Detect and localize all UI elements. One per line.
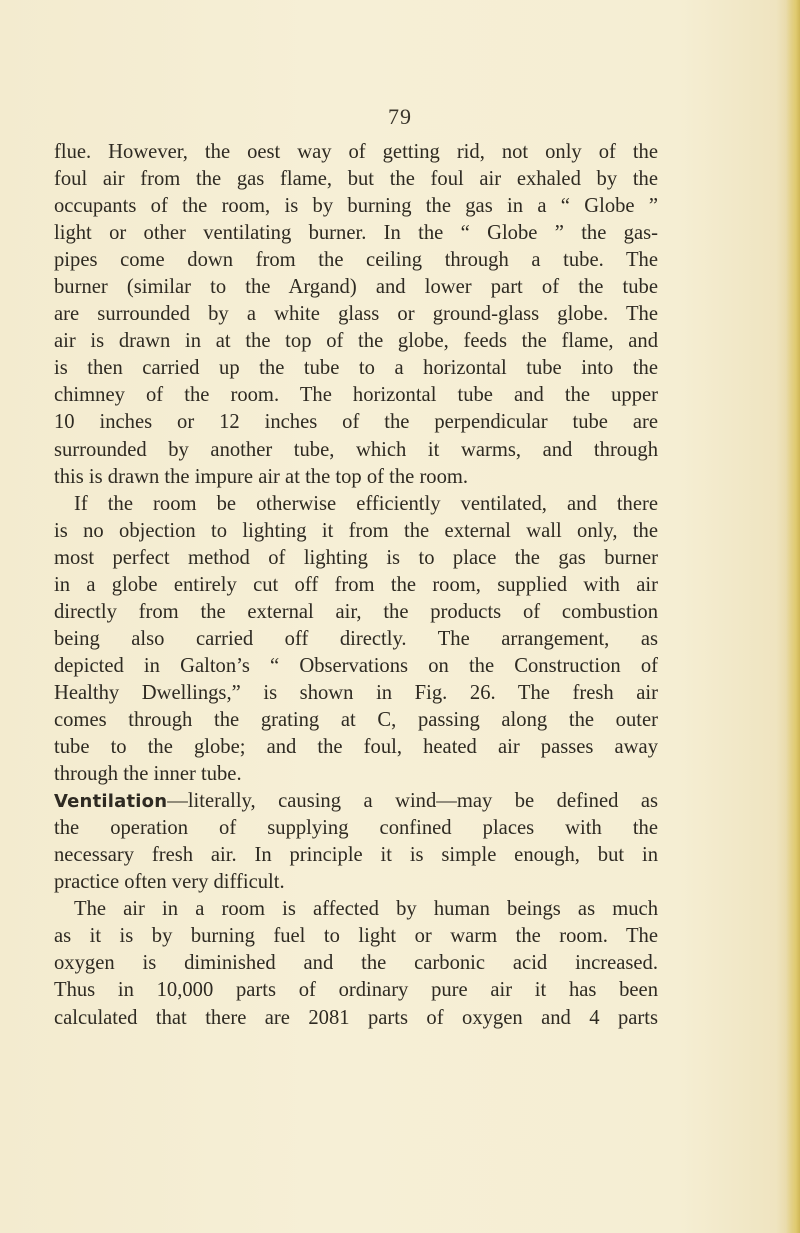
runin-heading: Ventilation [54,791,168,813]
text-line: through the inner tube. [54,763,242,786]
text-line: the operation of supplying confined places with the [54,817,658,840]
text-line: in a globe entirely cut off from the room, supplied with air [54,573,658,596]
text-line: air is drawn in at the top of the globe, feeds the flame, and [54,330,658,353]
text-line: surrounded by another tube, which it warms, and through [54,438,658,461]
text-line: 10 inches or 12 inches of the perpendicular tube are [54,411,658,434]
text-line: is then carried up the tube to a horizontal tube into the [54,357,658,380]
text-line: directly from the external air, the products of combustion [54,600,658,623]
text-line: flue. However, the oest way of getting rid, not only of the [54,141,658,163]
text-line: tube to the globe; and the foul, heated air passes away [54,736,658,759]
text-line: light or other ventilating burner. In the “ Globe ” the gas- [54,222,658,245]
text-fragment: —literally, causing a wind—may be defined as [167,790,658,813]
text-line: foul air from the gas flame, but the foul air exhaled by the [54,168,658,191]
text-line: being also carried off directly. The arrangement, as [54,627,658,650]
text-line: most perfect method of lighting is to place the gas burner [54,546,658,569]
text-line: comes through the grating at C, passing along the outer [54,708,658,731]
text-line: as it is by burning fuel to light or warm the room. The [54,925,658,948]
text-line: Thus in 10,000 parts of ordinary pure air it has been [54,979,658,1002]
text-line: The air in a room is affected by human beings as much [74,898,658,921]
page-number: 79 [388,104,412,129]
text-line: calculated that there are 2081 parts of oxygen and 4 parts [54,1006,658,1029]
paragraph [54,139,658,491]
text-line: pipes come down from the ceiling through a tube. The [54,249,658,272]
text-line: is no objection to lighting it from the external wall only, the [54,519,658,542]
paragraph [54,896,658,1031]
text-line: If the room be otherwise efficiently ventilated, and there [74,492,658,515]
text-line: chimney of the room. The horizontal tube and the upper [54,384,658,407]
text-line: burner (similar to the Argand) and lower part of the tube [54,276,658,299]
text-line: depicted in Galton’s “ Observations on the Construction of [54,654,658,677]
text-line: practice often very difficult. [54,871,285,894]
text-line: oxygen is diminished and the carbonic acid increased. [54,952,658,975]
text-line [54,788,658,815]
text-line: this is drawn the impure air at the top of the room. [54,465,469,488]
text-line: are surrounded by a white glass or ground-glass globe. The [54,303,658,326]
text-line: necessary fresh air. In principle it is simple enough, but in [54,844,658,867]
text-line: occupants of the room, is by burning the gas in a “ Globe ” [54,195,658,218]
text-line: Healthy Dwellings,” is shown in Fig. 26. The fresh air [54,681,658,704]
page-edge-shadow [786,0,800,1233]
body-text [54,139,658,1032]
paragraph [54,491,658,789]
paragraph [54,788,658,896]
